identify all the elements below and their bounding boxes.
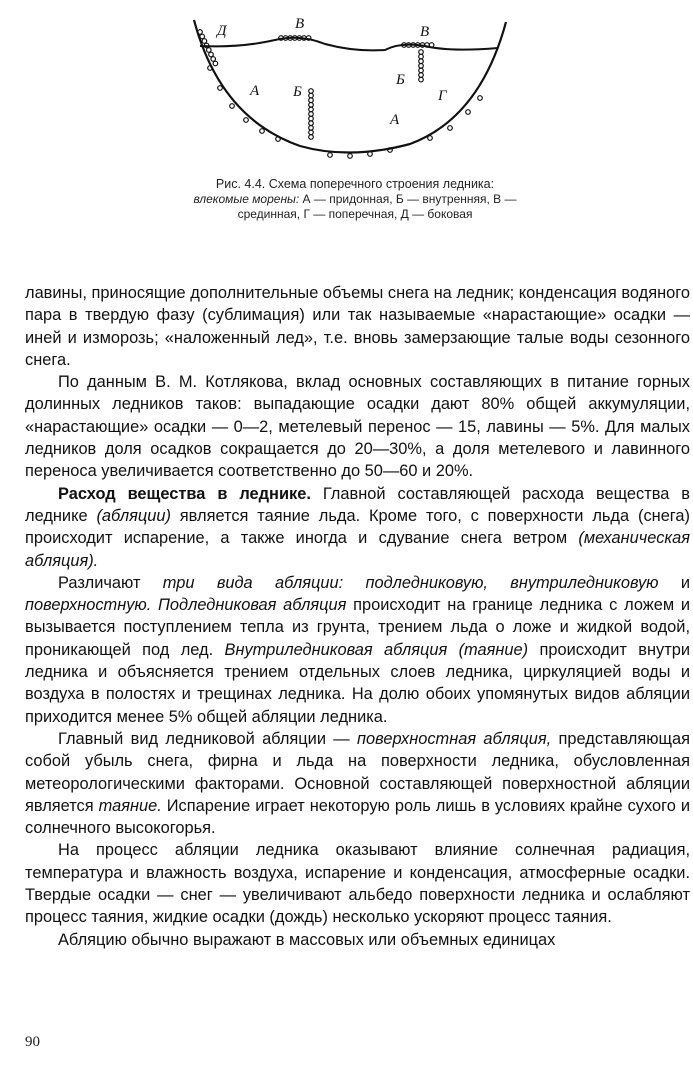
paragraph-4-text-d: происходит внутри ледника и объясняется трением отдельных слоев ледника, циркуляцией воды и воздуха в полостях и трещинах ледника. На долю обоих упомянутых видов абляции приходится менее 5% общей абляции ледника. — [25, 640, 690, 726]
paragraph-4-text-a: Различают — [58, 573, 163, 592]
page-number: 90 — [25, 1034, 40, 1050]
paragraph-4-italic-3: Подледниковая абляция — [158, 596, 347, 615]
lateral-moraine-bead — [209, 52, 214, 57]
paragraph-5-italic-2: таяние. — [98, 796, 162, 815]
englacial-moraine-bead — [419, 50, 424, 55]
englacial-moraine-bead — [419, 59, 424, 64]
englacial-moraine-bead — [309, 93, 314, 98]
englacial-moraine-bead — [309, 130, 314, 135]
basal-moraine-bead — [466, 110, 471, 115]
basal-moraine-bead — [428, 136, 433, 141]
paragraph-4-italic-2: поверхностную. — [25, 596, 152, 615]
paragraph-3-text-b: является таяние льда. Кроме того, с поверхности льда (снега) происходит испарение, а также иногда и сдувание снега ветром — [25, 506, 690, 548]
section-heading-ablation: Расход вещества в леднике. — [58, 484, 311, 503]
body-text — [25, 282, 690, 951]
glacier-surface-line — [200, 38, 498, 51]
lateral-moraine-bead — [213, 61, 218, 66]
paragraph-2: По данным В. М. Котлякова, вклад основных составляющих в питание горных долинных ледников таков: выпадающие осадки дают 80% общей аккумуляции, «нарастающие» осадки — 0—2, метелевый перенос — 15, лавины — 5%. Для малых ледников доля осадков сокращается до 20—30%, а доля метелевого и лавинного переноса увеличивается соответственно до 50—60 и 20%. — [25, 373, 690, 481]
lateral-moraine-bead — [211, 57, 216, 62]
paragraph-3-italic-2: (механическая абляция). — [25, 529, 690, 570]
paragraph-3-text-a: Главной составляющей расхода вещества в леднике — [25, 484, 691, 525]
paragraph-5 — [25, 728, 690, 839]
basal-moraine-bead — [230, 104, 235, 109]
englacial-moraine-bead — [309, 103, 314, 108]
lateral-moraine-bead — [207, 48, 212, 53]
glacier-diagram — [180, 8, 520, 178]
paragraph-6: На процесс абляции ледника оказывают влияние солнечная радиация, температура и влажность воздуха, испарение и конденсация, атмосферные осадки. Твердые осадки — снег — увеличивают альбедо поверхности ледника и ослабляют процесс таяния, жидкие осадки (дождь) несколько ускоряют процесс таяния. — [25, 841, 690, 927]
label-medial-moraine-1: В — [295, 16, 305, 32]
label-basal-moraine-1: А — [250, 83, 260, 99]
basal-moraine-bead — [448, 126, 453, 131]
label-medial-moraine-2: В — [420, 24, 430, 40]
englacial-moraine-bead — [419, 64, 424, 69]
paragraph-4-italic-4: Внутриледниковая абляция (таяние) — [224, 640, 529, 659]
basal-moraine-bead — [244, 118, 249, 123]
paragraph-5-italic-1: поверхностная абляция, — [357, 729, 552, 748]
basal-moraine-bead — [260, 129, 265, 134]
paragraph-1: лавины, приносящие дополнительные объемы снега на ледник; конденсация водяного пара в твердую фазу (сублимация) или так называемые «нарастающие» осадки — иней и изморозь; «наложенный лед», т.е. вновь замерзающие талые воды сезонного снега. — [25, 284, 690, 369]
label-lateral-moraine: Д — [217, 23, 227, 39]
caption-legend-text: А — придонная, Б — внутренняя, В — срединная, Г — поперечная, Д — боковая — [237, 192, 517, 221]
paragraph-3-italic-1: (абляции) — [96, 506, 171, 525]
englacial-moraine-bead — [419, 54, 424, 59]
label-basal-moraine-2: А — [390, 112, 400, 128]
englacial-moraine-bead — [309, 116, 314, 121]
englacial-moraine-bead — [309, 89, 314, 94]
paragraph-7: Абляцию обычно выражают в массовых или объемных единицах — [58, 930, 556, 949]
paragraph-4-italic-1: три вида абляции: подледниковую, внутриледниковую — [162, 573, 659, 592]
figure-caption — [190, 177, 520, 222]
glacier-bed-line — [194, 20, 506, 153]
englacial-moraine-bead — [419, 68, 424, 73]
paragraph-3 — [25, 483, 690, 572]
englacial-moraine-bead — [419, 77, 424, 82]
label-englacial-moraine-1: Б — [293, 84, 302, 100]
paragraph-5-text-c: Испарение играет некоторую роль лишь в условиях крайне сухого и солнечного высокогорья. — [25, 796, 690, 838]
paragraph-5-text-a: Главный вид ледниковой абляции — — [58, 729, 357, 748]
paragraph-5-text-b: представляющая собой убыль снега, фирна и льда на поверхности ледника, обусловленная метеорологическими факторами. Основной составляющей поверхностной абляции является — [25, 729, 690, 815]
paragraph-4-text-b: и — [658, 573, 690, 592]
paragraph-4-text-c: происходит на границе ледника с ложем и вызывается поступлением тепла из грунта, трением льда о ложе и жидкой водой, проникающей под лед. — [25, 596, 690, 659]
basal-moraine-bead — [348, 154, 353, 159]
basal-moraine-bead — [218, 86, 223, 91]
basal-moraine-bead — [478, 96, 483, 101]
label-transverse-moraine: Г — [438, 88, 447, 104]
englacial-moraine-bead — [309, 126, 314, 131]
englacial-moraine-bead — [309, 112, 314, 117]
caption-legend-term: влекомые морены: — [193, 192, 300, 206]
englacial-moraine-bead — [309, 121, 314, 126]
glacier-cross-section-figure — [180, 8, 520, 178]
paragraph-4 — [25, 572, 690, 728]
englacial-moraine-bead — [309, 98, 314, 103]
caption-title: Рис. 4.4. Схема поперечного строения ледника: — [215, 177, 495, 191]
basal-moraine-bead — [328, 153, 333, 158]
lateral-moraine-bead — [202, 39, 207, 44]
lateral-moraine-bead — [200, 34, 205, 39]
caption-legend — [190, 192, 520, 222]
englacial-moraine-bead — [309, 135, 314, 140]
englacial-moraine-bead — [309, 107, 314, 112]
label-englacial-moraine-2: Б — [396, 72, 405, 88]
englacial-moraine-bead — [419, 73, 424, 78]
